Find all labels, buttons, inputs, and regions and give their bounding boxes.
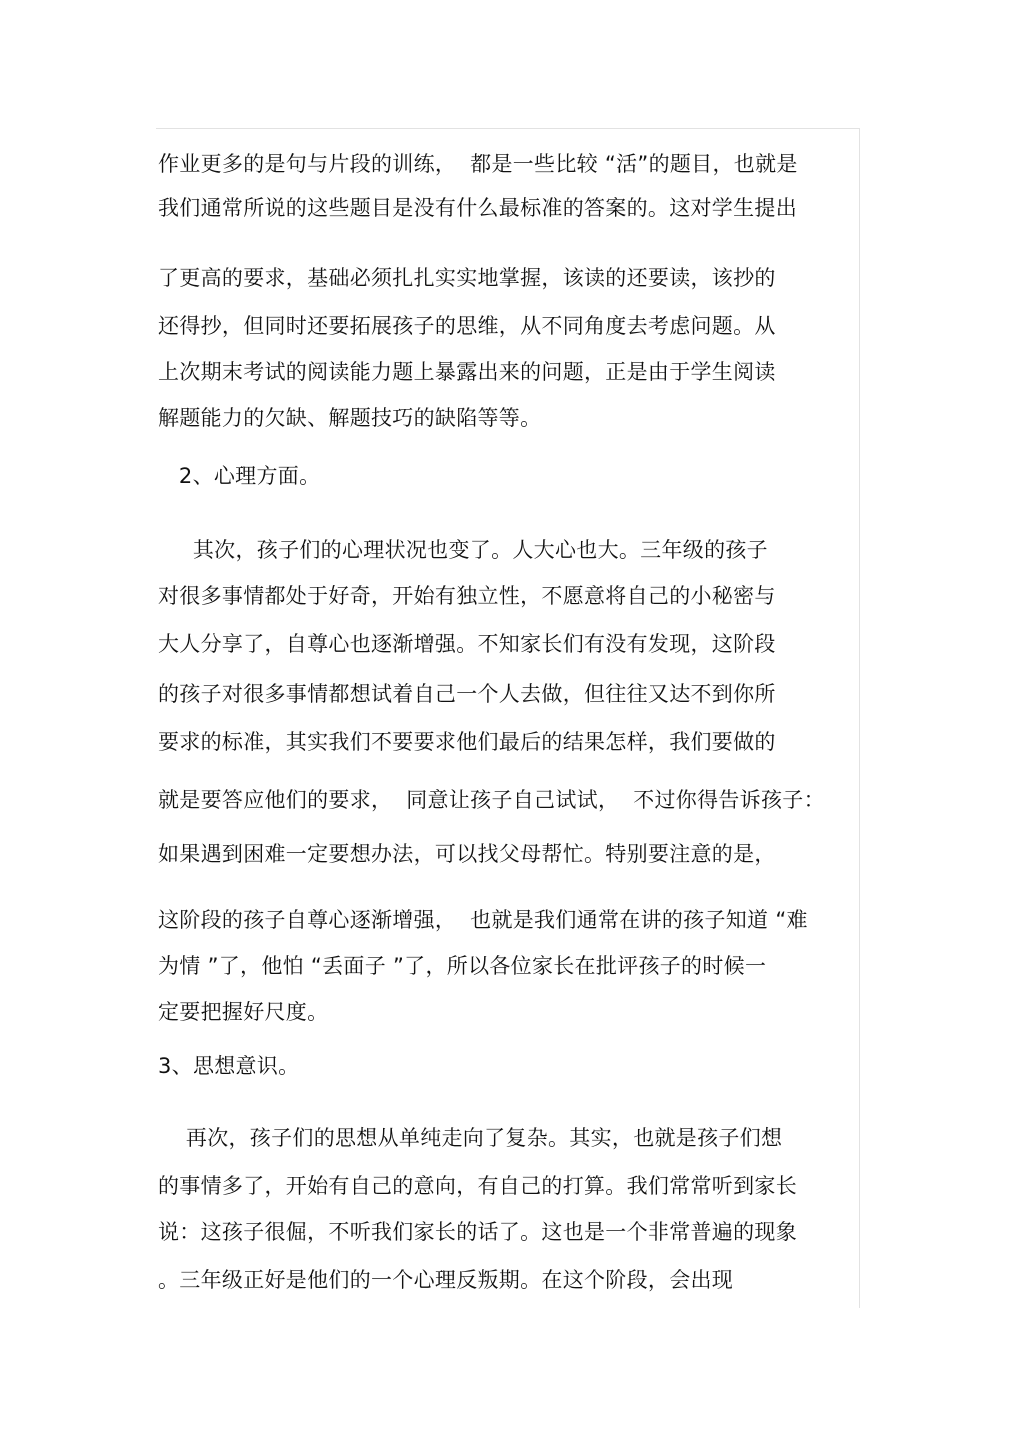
text-line: 再次，孩子们的思想从单纯走向了复杂。其实，也就是孩子们想: [158, 1126, 783, 1150]
text-line: 上次期末考试的阅读能力题上暴露出来的问题，正是由于学生阅读: [158, 360, 776, 384]
text-line: 我们通常所说的这些题目是没有什么最标准的答案的。这对学生提出: [158, 196, 797, 220]
section-heading: 2、心理方面。: [158, 464, 321, 488]
text-line: 对很多事情都处于好奇，开始有独立性，不愿意将自己的小秘密与: [158, 584, 776, 608]
text-line: 的孩子对很多事情都想试着自己一个人去做，但往往又达不到你所: [158, 682, 776, 706]
text-line: 说：这孩子很倔，不听我们家长的话了。这也是一个非常普遍的现象: [158, 1220, 797, 1244]
text-line: 如果遇到困难一定要想办法，可以找父母帮忙。特别要注意的是，: [158, 842, 776, 866]
text-line: 要求的标准，其实我们不要要求他们最后的结果怎样，我们要做的: [158, 730, 776, 754]
text-line: 了更高的要求，基础必须扎扎实实地掌握，该读的还要读，该抄的: [158, 266, 776, 290]
text-line: 为情 ”了，他怕 “丢面子 ”了，所以各位家长在批评孩子的时候一: [158, 954, 767, 978]
text-line: 就是要答应他们的要求， 同意让孩子自己试试， 不过你得告诉孩子：: [158, 788, 825, 812]
text-line: 。三年级正好是他们的一个心理反叛期。在这个阶段，会出现: [158, 1268, 734, 1292]
text-line: 这阶段的孩子自尊心逐渐增强， 也就是我们通常在讲的孩子知道 “难: [158, 908, 808, 932]
text-line: 还得抄，但同时还要拓展孩子的思维，从不同角度去考虑问题。从: [158, 314, 776, 338]
text-line: 的事情多了，开始有自己的意向，有自己的打算。我们常常听到家长: [158, 1174, 797, 1198]
text-line: 解题能力的欠缺、解题技巧的缺陷等等。: [158, 406, 542, 430]
section-heading: 3、思想意识。: [158, 1054, 300, 1078]
text-line: 大人分享了，自尊心也逐渐增强。不知家长们有没有发现，这阶段: [158, 632, 776, 656]
text-line: 其次，孩子们的心理状况也变了。人大心也大。三年级的孩子: [158, 538, 768, 562]
text-line: 作业更多的是句与片段的训练， 都是一些比较 “活”的题目，也就是: [158, 152, 798, 176]
text-line: 定要把握好尺度。: [158, 1000, 329, 1024]
